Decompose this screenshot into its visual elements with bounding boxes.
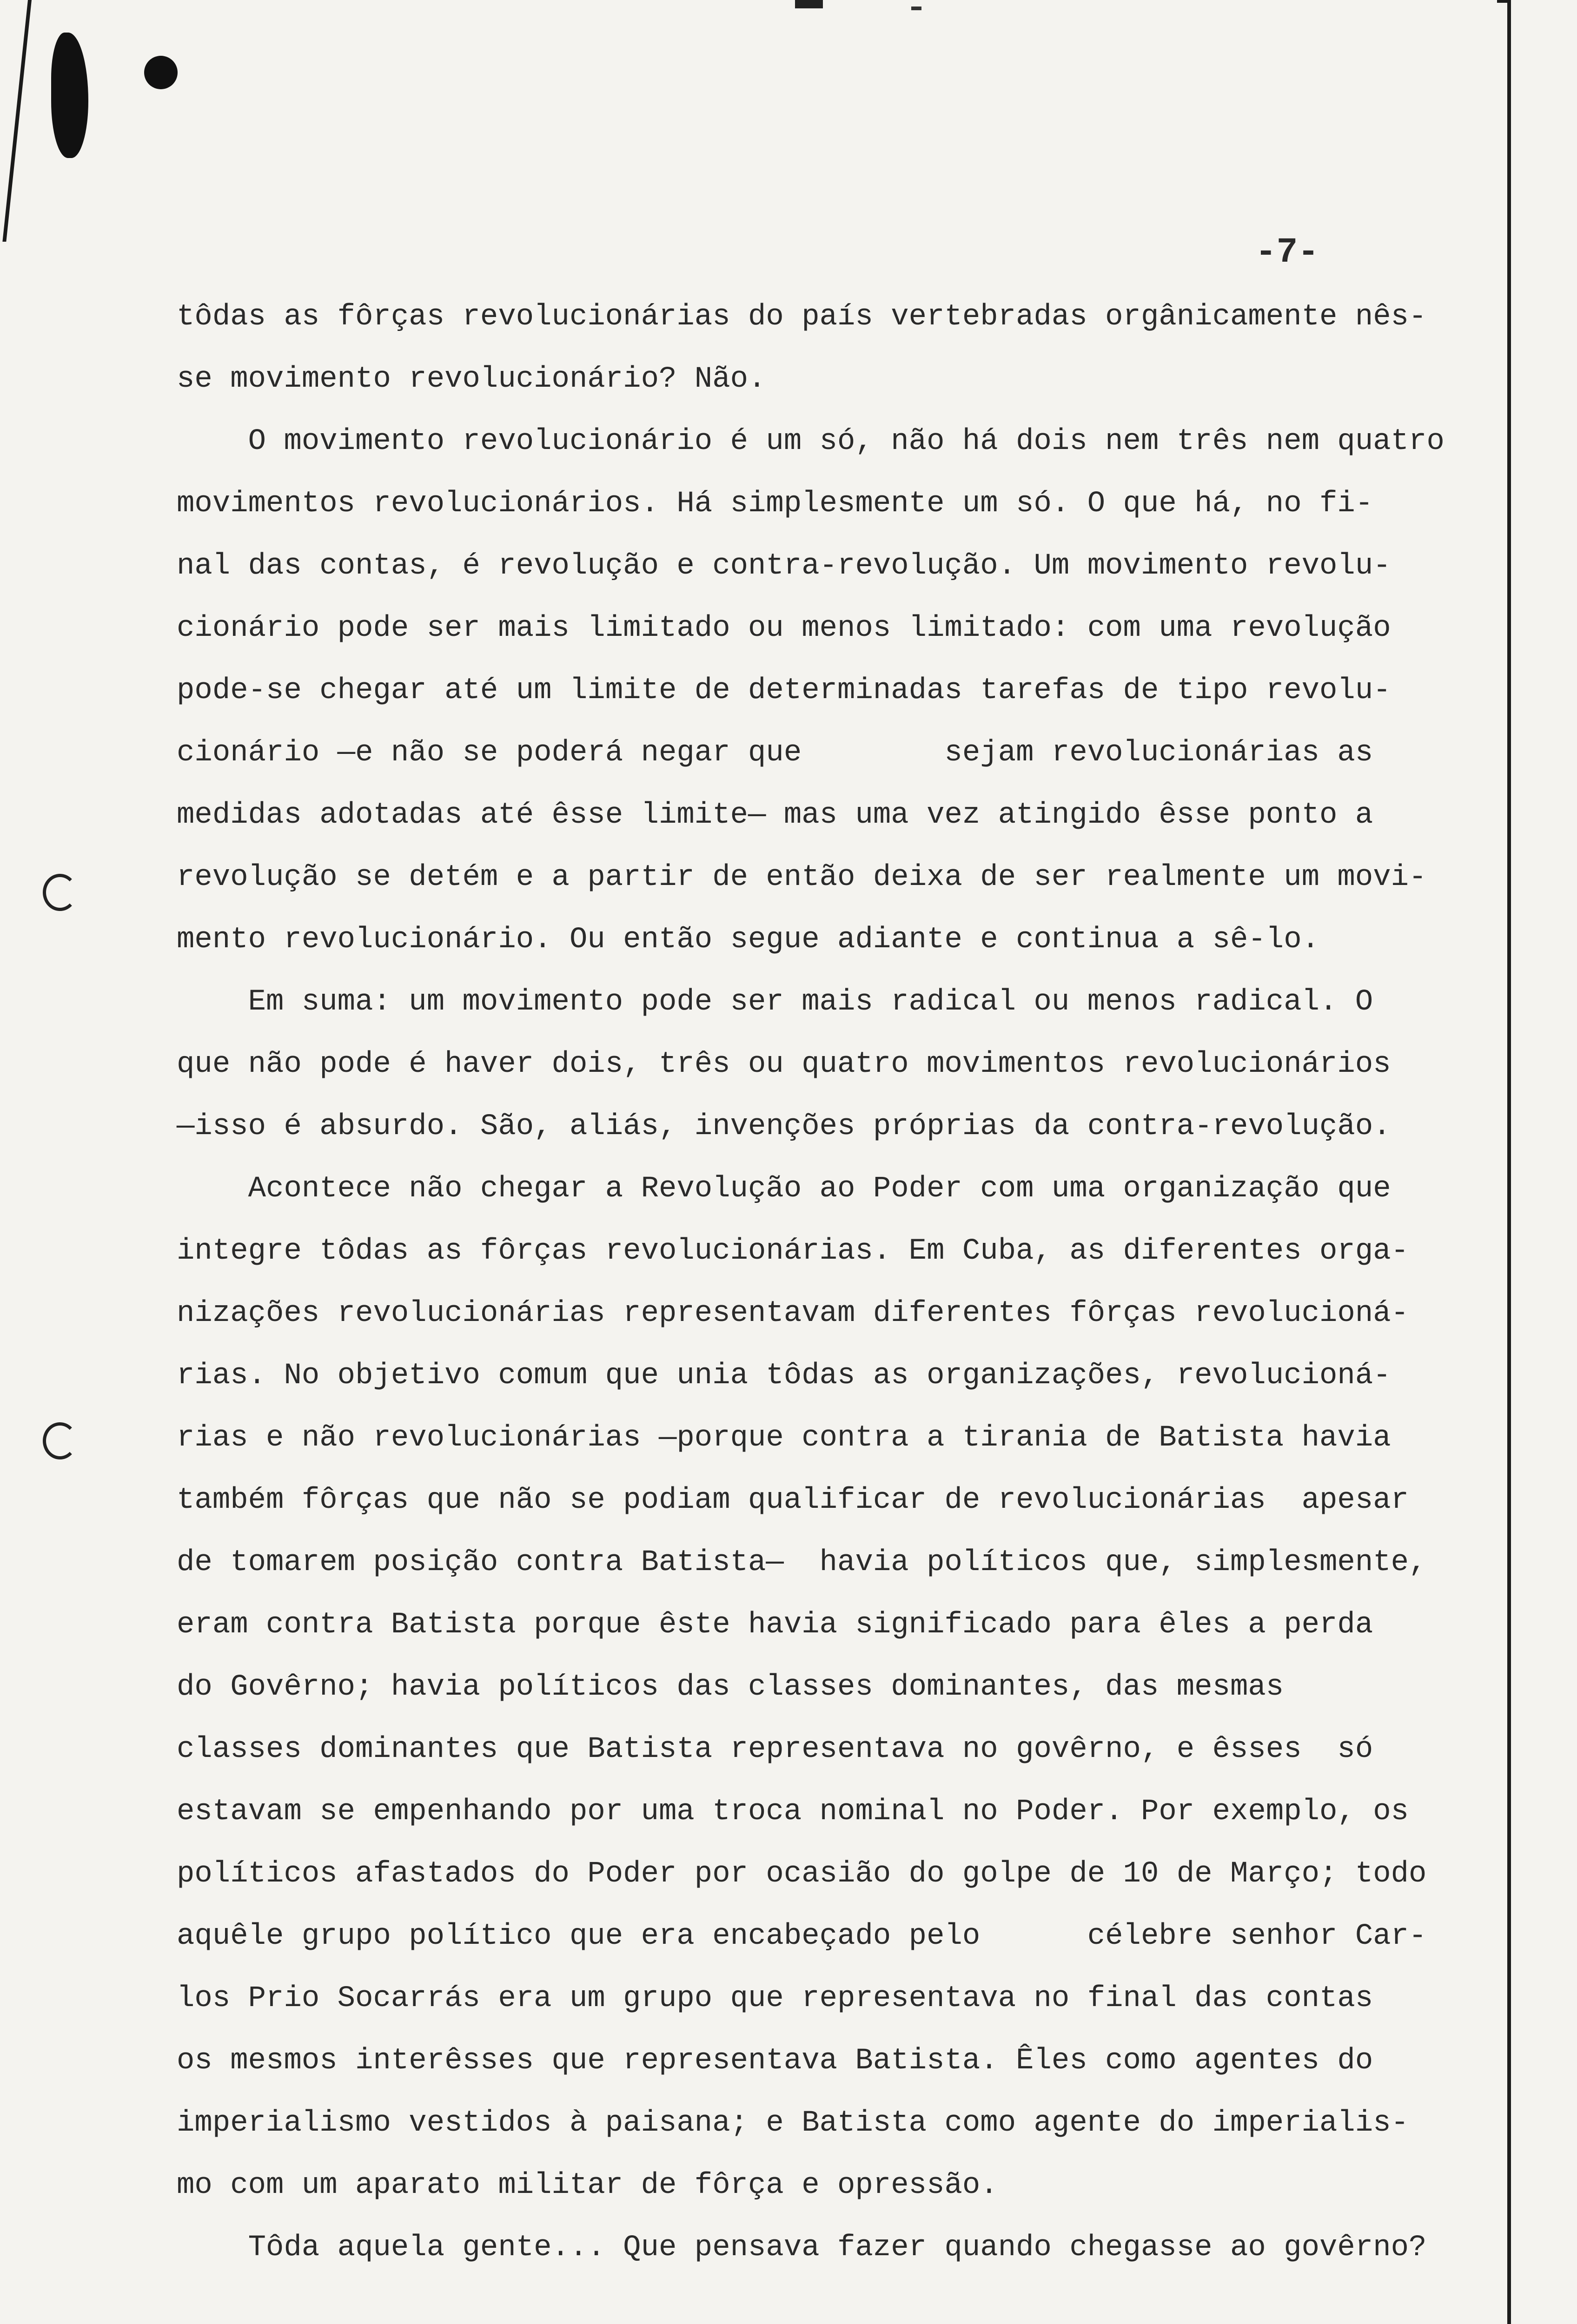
text-line: O movimento revolucionário é um só, não há dois nem três nem quatro — [177, 425, 1444, 458]
text-line: movimentos revolucionários. Há simplesmente um só. O que há, no fi- — [177, 487, 1373, 521]
text-line: classes dominantes que Batista representava no govêrno, e êsses só — [177, 1733, 1373, 1766]
text-line: —isso é absurdo. São, aliás, invenções próprias da contra-revolução. — [177, 1110, 1391, 1143]
text-line: cionário —e não se poderá negar que sejam revolucionárias as — [177, 736, 1373, 770]
text-line: eram contra Batista porque êste havia significado para êles a perda — [177, 1608, 1373, 1642]
text-line: pode-se chegar até um limite de determinadas tarefas de tipo revolu- — [177, 674, 1391, 707]
punch-hole-top — [43, 874, 77, 911]
text-line: rias. No objetivo comum que unia tôdas as organizações, revolucioná- — [177, 1359, 1391, 1393]
page-number: -7- — [1255, 232, 1319, 272]
text-line: os mesmos interêsses que representava Batista. Êles como agentes do — [177, 2044, 1373, 2078]
text-line: se movimento revolucionário? Não. — [177, 363, 766, 396]
text-line: mento revolucionário. Ou então segue adiante e continua a sê-lo. — [177, 923, 1319, 957]
text-line: políticos afastados do Poder por ocasião do golpe de 10 de Março; todo — [177, 1857, 1427, 1891]
text-line: tôdas as fôrças revolucionárias do país vertebradas orgânicamente nês- — [177, 300, 1427, 334]
text-line: Acontece não chegar a Revolução ao Poder com uma organização que — [177, 1172, 1391, 1206]
scan-ink-blot — [51, 33, 88, 158]
right-margin-rule — [1507, 0, 1511, 2324]
text-line: medidas adotadas até êsse limite— mas uma vez atingido êsse ponto a — [177, 799, 1373, 832]
text-line: integre tôdas as fôrças revolucionárias. Em Cuba, as diferentes orga- — [177, 1235, 1409, 1268]
text-line: rias e não revolucionárias —porque contra a tirania de Batista havia — [177, 1421, 1391, 1455]
text-line: aquêle grupo político que era encabeçado pelo célebre senhor Car- — [177, 1920, 1427, 1953]
text-line: nal das contas, é revolução e contra-revolução. Um movimento revolu- — [177, 549, 1391, 583]
text-line: do Govêrno; havia políticos das classes dominantes, das mesmas — [177, 1670, 1284, 1704]
text-line: mo com um aparato militar de fôrça e opressão. — [177, 2169, 998, 2202]
text-line: Tôda aquela gente... Que pensava fazer quando chegasse ao govêrno? — [177, 2231, 1427, 2265]
text-line: de tomarem posição contra Batista— havia políticos que, simplesmente, — [177, 1546, 1427, 1579]
body-text — [177, 286, 1506, 2279]
text-line: cionário pode ser mais limitado ou menos limitado: com uma revolução — [177, 612, 1391, 645]
scan-top-mark-small — [911, 7, 921, 10]
punch-hole-bottom — [43, 1422, 77, 1459]
scan-dot-mark — [144, 56, 178, 89]
text-line: que não pode é haver dois, três ou quatro movimentos revolucionários — [177, 1048, 1391, 1081]
scan-edge-mark — [0, 0, 32, 242]
scan-top-mark — [795, 0, 823, 8]
text-line: imperialismo vestidos à paisana; e Batista como agente do imperialis- — [177, 2106, 1409, 2140]
text-line: Em suma: um movimento pode ser mais radical ou menos radical. O — [177, 985, 1373, 1019]
text-line: los Prio Socarrás era um grupo que representava no final das contas — [177, 1982, 1373, 2015]
text-line: revolução se detém e a partir de então deixa de ser realmente um movi- — [177, 861, 1427, 894]
text-line: nizações revolucionárias representavam diferentes fôrças revolucioná- — [177, 1297, 1409, 1330]
text-line: estavam se empenhando por uma troca nominal no Poder. Por exemplo, os — [177, 1795, 1409, 1829]
text-line: também fôrças que não se podiam qualificar de revolucionárias apesar — [177, 1484, 1409, 1517]
